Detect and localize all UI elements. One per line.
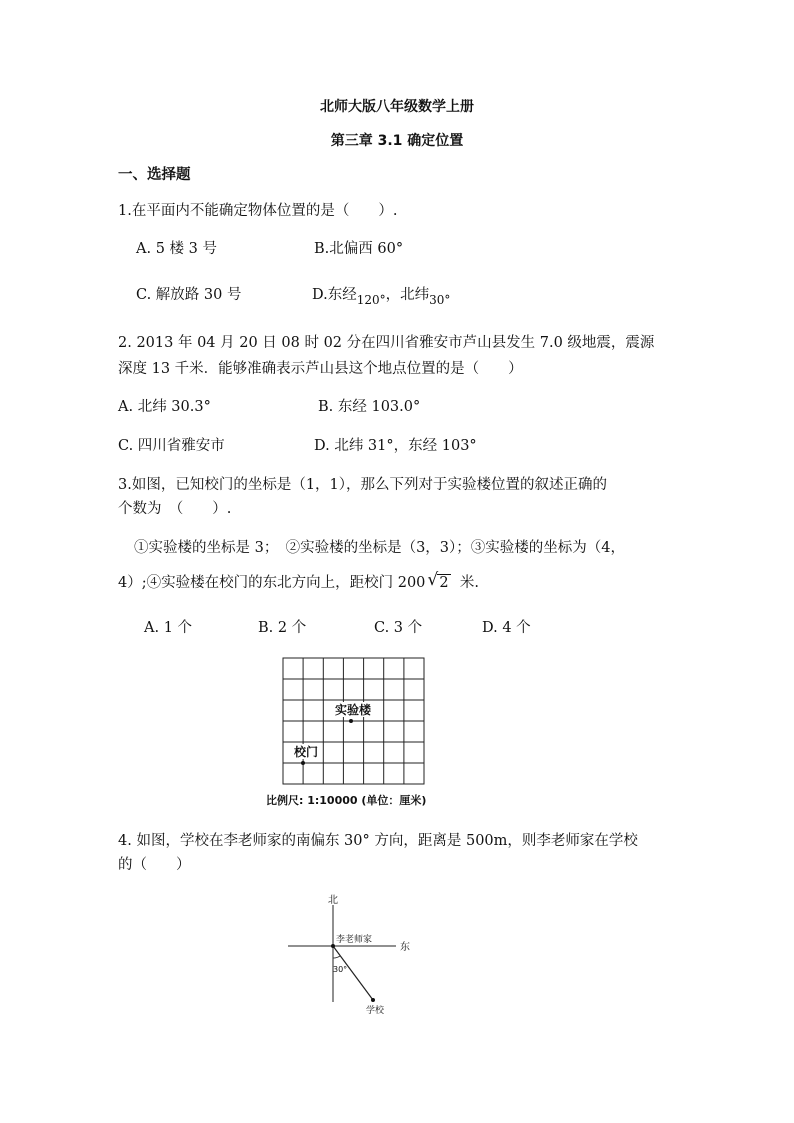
q1-option-d-value1: 120°: [356, 293, 386, 307]
q3-option-d: D. 4 个: [482, 620, 531, 636]
section-heading: 一、选择题: [118, 167, 191, 183]
q3-option-b: B. 2 个: [258, 620, 307, 636]
q1-option-d-value2: 30°: [429, 293, 451, 307]
building-label: 实验楼: [335, 703, 372, 717]
angle-arc: [333, 956, 340, 958]
q1-stem: 1.在平面内不能确定物体位置的是（ ）.: [118, 203, 398, 219]
north-label: 北: [328, 895, 338, 906]
q1-option-b: B.北偏西 60°: [314, 241, 404, 257]
home-point: [331, 944, 335, 948]
school-label: 学校: [366, 1006, 385, 1016]
q2-line2: 深度 13 千米．能够准确表示芦山县这个地点位置的是（ ）: [118, 361, 523, 377]
building-point: [349, 719, 353, 723]
q2-option-a: A. 北纬 30.3°: [118, 399, 211, 415]
q4-line1: 4. 如图，学校在李老师家的南偏东 30° 方向，距离是 500m，则李老师家在学校: [118, 833, 638, 849]
q2-option-d: D. 北纬 31°，东经 103°: [314, 438, 477, 454]
east-label: 东: [400, 942, 410, 953]
q1-option-a: A. 5 楼 3 号: [136, 241, 217, 257]
scale-caption: 比例尺: 1:10000 (单位：厘米): [266, 794, 427, 807]
angle-label: 30°: [333, 965, 348, 974]
doc-subtitle: 第三章 3.1 确定位置: [330, 133, 464, 149]
q3-grid-figure: [260, 650, 460, 815]
q3-line1: 3.如图，已知校门的坐标是（1，1），那么下列对于实验楼位置的叙述正确的: [118, 477, 608, 493]
doc-title: 北师大版八年级数学上册: [320, 99, 474, 115]
q2-option-c: C. 四川省雅安市: [118, 438, 225, 454]
q4-line2: 的（ ）: [118, 857, 191, 873]
q3-line3: ①实验楼的坐标是 3； ②实验楼的坐标是（3，3）；③实验楼的坐标为（4，: [134, 540, 626, 556]
gate-point: [301, 761, 305, 765]
q2-option-b: B. 东经 103.0°: [318, 399, 421, 415]
q1-option-d-prefix: D.东经: [312, 287, 357, 303]
q3-option-c: C. 3 个: [374, 620, 423, 636]
q2-line1: 2. 2013 年 04 月 20 日 08 时 02 分在四川省雅安市芦山县发生 7.0 级地震，震源: [118, 335, 655, 351]
q3-line4: [118, 570, 479, 593]
school-point: [371, 998, 375, 1002]
q3-line4-prefix: 4）;④实验楼在校门的东北方向上，距校门 200: [118, 575, 426, 591]
q1-option-d-mid: ，北纬: [385, 287, 430, 303]
gate-label: 校门: [294, 745, 319, 759]
q4-compass-figure: [280, 890, 430, 1018]
home-label: 李老师家: [336, 935, 373, 945]
q3-option-a: A. 1 个: [144, 620, 193, 636]
sqrt-symbol: √ 2: [427, 570, 449, 591]
q3-line2: 个数为 （ ）.: [118, 501, 232, 517]
q1-option-d: [312, 285, 450, 310]
q3-root-value: 2: [439, 575, 449, 591]
q3-line4-suffix: 米.: [459, 575, 479, 591]
grid-lines: [283, 658, 424, 784]
q1-option-c: C. 解放路 30 号: [136, 287, 242, 303]
